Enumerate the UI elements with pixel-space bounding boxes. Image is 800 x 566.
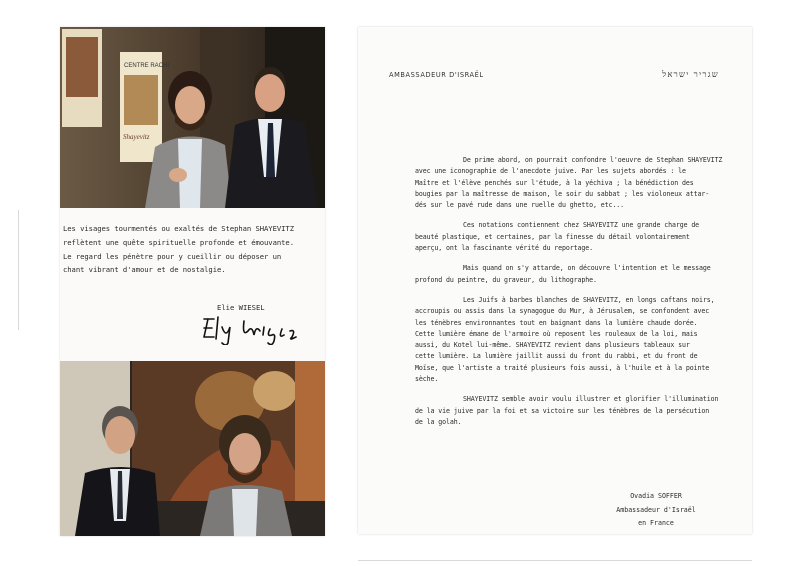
letter-paragraph: Les Juifs à barbes blanches de SHAYEVITZ, en longs caftans noirs, accroupis ou assis dans la synagogue du Mur, à Jérusalem, se confondent avec les ténèbres environnantes tout en baignant dans la lumière chaude dorée. Cette lumière émane de l'armoire où reposent les rouleaux de la loi, mais aussi, du Kotel lui-même. SHAYEVITZ revient dans plusieurs tableaux sur cette lumière. La lumière jaillit aussi du front du rabbi, et du front de Moïse, que l'artiste a traité plusieurs fois aussi, à l'huile et à la pointe sèche. xyxy=(415,295,715,384)
right-page xyxy=(358,27,752,534)
letter-paragraph: SHAYEVITZ semble avoir voulu illustrer et glorifier l'illumination de la vie juive par la foi et sa victoire sur les ténèbres de la persécution de la golah. xyxy=(415,395,719,426)
letter-body xyxy=(415,155,750,437)
quote-author: Elie WIESEL xyxy=(217,303,265,312)
letter-closing xyxy=(596,490,716,531)
poster-text-1: CENTRE RACHI xyxy=(124,63,170,69)
letter-paragraph: Ces notations contiennent chez SHAYEVITZ une grande charge de beauté plastique, et certaines, par la finesse du détail volontairement aperçu, ont la fascinante vérité du reportage. xyxy=(415,221,700,253)
letterhead-left: AMBASSADEUR D'ISRAËL xyxy=(389,71,484,79)
closing-line: en France xyxy=(638,519,674,527)
quote-line: Le regard les pénètre pour y cueillir ou déposer un xyxy=(63,251,282,261)
divider xyxy=(358,560,752,561)
closing-line: Ambassadeur d'Israël xyxy=(616,505,696,514)
bottom-photo xyxy=(60,361,325,536)
wiesel-quote xyxy=(63,222,325,277)
signature-icon xyxy=(200,311,310,345)
letter-paragraph: De prime abord, on pourrait confondre l'oeuvre de Stephan SHAYEVITZ avec une iconographie de l'anecdote juive. Par les sujets abordés : le Maître et l'élève penchés sur l'étude, à la yéchiva ; la bénédiction des bougies par la maîtresse de maison, le soir du sabbat ; les violoneux attar- dés sur le pavé rude dans une ruelle du ghetto, etc... xyxy=(415,156,723,210)
left-page xyxy=(60,27,325,536)
letterhead-right: שגריר ישראל xyxy=(662,70,719,80)
letter-paragraph: Mais quand on s'y attarde, on découvre l'intention et le message profond du peintre, du graveur, du lithographe. xyxy=(415,264,711,284)
quote-line: Les visages tourmentés ou exaltés de Stephan SHAYEVITZ xyxy=(63,224,294,233)
poster-text-2: Shayevitz xyxy=(123,133,150,141)
closing-line: Ovadia SOFFER xyxy=(630,492,682,500)
divider xyxy=(18,210,19,330)
quote-line: chant vibrant d'amour et de nostalgie. xyxy=(63,265,226,275)
top-photo xyxy=(60,27,325,208)
quote-line: reflètent une quête spirituelle profonde et émouvante. xyxy=(63,237,294,247)
